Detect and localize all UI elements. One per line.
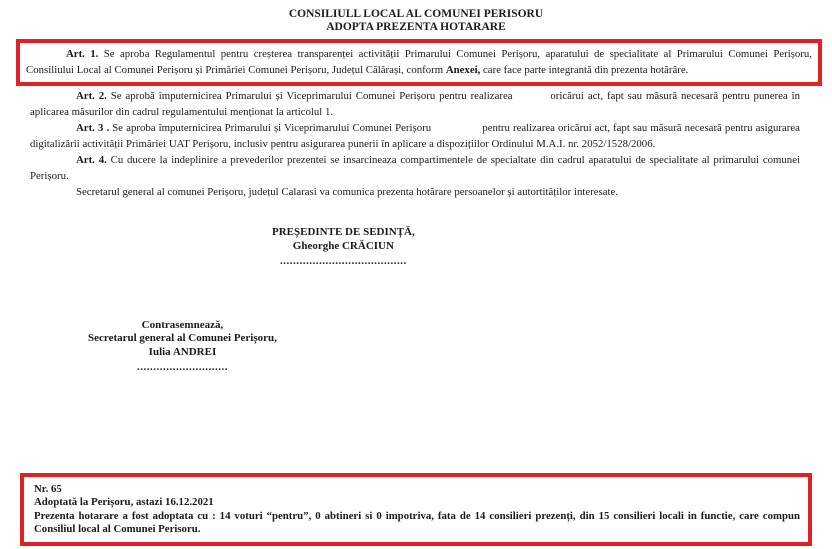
decision-number: Nr. 65 xyxy=(34,482,62,495)
header-line-2: ADOPTA PREZENTA HOTARARE xyxy=(326,21,506,33)
president-signature-line: ....................................... xyxy=(279,255,407,267)
vote-result-line: Prezenta hotarare a fost adoptata cu : 14 voturi “pentru”, 0 abtineri si 0 impotriva, fata de 14 consilieri prezenți, din 15 consilieri locali in functie, care compun Consiliul local al Comunei Perisoru. xyxy=(34,509,800,535)
president-title: PREȘEDINTE DE SEDINȚĂ, xyxy=(272,226,415,238)
article-2 xyxy=(30,88,800,120)
article-4 xyxy=(30,152,800,184)
secretary-note xyxy=(30,184,800,200)
text-segment: Secretarul general al comunei Perișoru, județul Calarasi va comunica prezenta hotărare persoanelor și autortităților interesate. xyxy=(76,186,619,198)
text-segment: Cu ducere la indeplinire a prevederilor prezentei se insarcineaza compartimentele de specialtate din cadrul aparatului de specialitate al primarului comunei Perișoru. xyxy=(30,154,801,182)
article-3 xyxy=(30,120,800,152)
bold-text-segment: Art. 1. xyxy=(66,48,99,60)
text-segment: oricărui act, fapt sau măsură necesară pentru punerea în aplicarea măsurilor din cadrul regulamentului menționat la articolul 1. xyxy=(30,90,801,118)
countersign-title: Contrasemnează, xyxy=(141,318,224,331)
header-line-1: CONSILIULL LOCAL AL COMUNEI PERISORU xyxy=(288,8,544,20)
countersign-block xyxy=(88,319,277,375)
bold-text-segment: Art. 2. xyxy=(76,90,107,102)
highlight-box-footer xyxy=(20,473,812,546)
bold-text-segment: Art. 4. xyxy=(76,154,107,166)
president-name: Gheorghe CRĂCIUN xyxy=(292,239,394,252)
articles-body xyxy=(30,88,800,200)
countersign-name: Iulia ANDREI xyxy=(148,345,217,358)
countersign-signature-line: ............................ xyxy=(136,361,228,373)
adoption-date-line: Adoptată la Perișoru, astazi 16.12.2021 xyxy=(34,496,214,508)
spacer xyxy=(0,375,832,473)
text-segment: Se aproba Regulamentul pentru creșterea transparenței activității Primarului Comunei Perișoru, aparatului de specialitate al Primarului Comunei Perișoru, Consiliului Local al Comunei Perișoru și Primăriei Comunei Perișoru, Județul Călărași, conform xyxy=(26,48,813,76)
president-signature-block xyxy=(272,226,415,269)
text-segment: Se aprobă împuternicirea Primarului și Viceprimarului Comunei Perișoru pentru realizarea xyxy=(110,90,513,102)
text-segment: Se aproba împuternicirea Primarului și Viceprimarului Comunei Perișoru xyxy=(112,122,432,134)
bold-text-segment: Art. 3 . xyxy=(76,122,110,134)
bold-text-segment: Anexei, xyxy=(445,64,481,76)
text-segment: pentru realizarea oricărui act, fapt sau măsură necesară pentru asigurarea digitalizării activității Primăriei UAT Perișoru, inclusiv pentru asigurarea punerii în aplicare a dispozițiilor Ordinului M.A.I. nr. 2052/1528/2006. xyxy=(30,122,800,150)
highlight-box-article-1 xyxy=(16,39,822,86)
document-header xyxy=(0,0,832,34)
text-segment: care face parte integrantă din prezenta hotărâre. xyxy=(483,64,689,76)
countersign-role: Secretarul general al Comunei Perișoru, xyxy=(88,332,277,344)
article-1 xyxy=(26,46,812,78)
